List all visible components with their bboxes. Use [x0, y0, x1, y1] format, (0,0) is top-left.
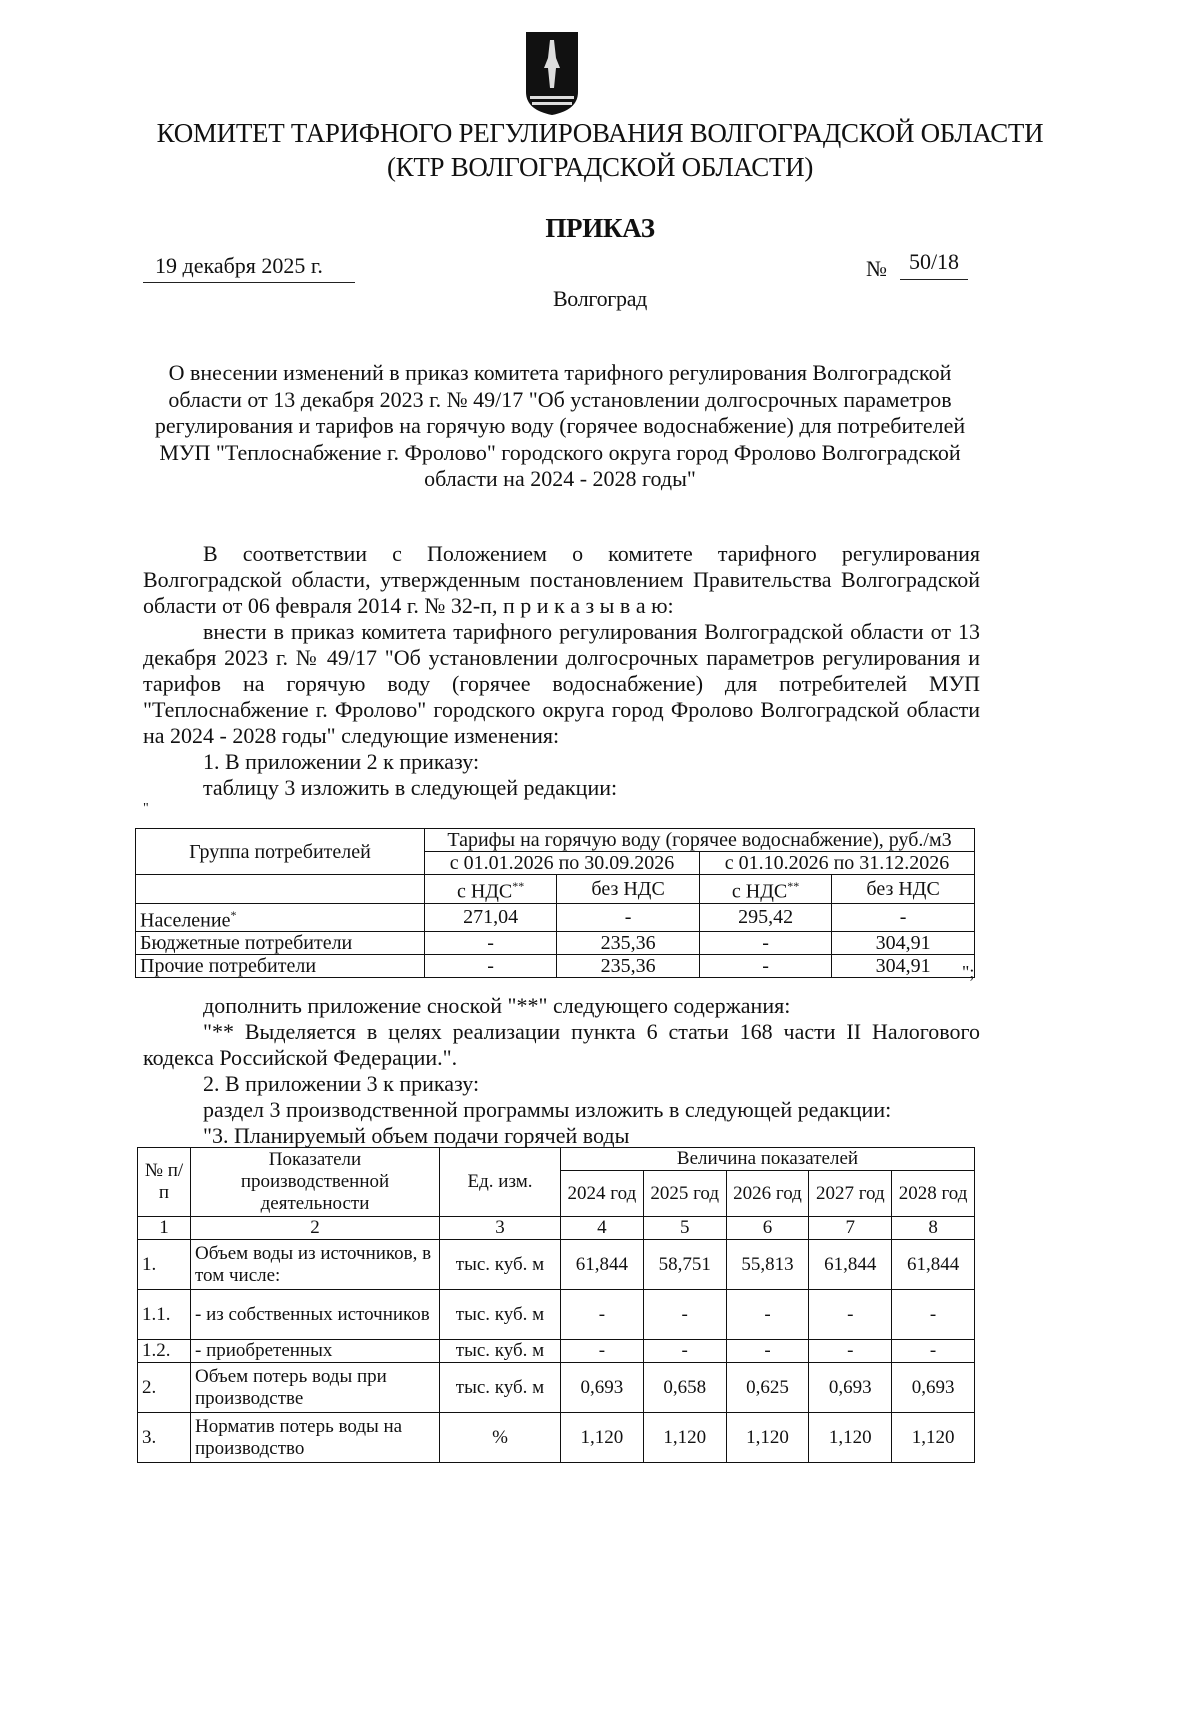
cell: - [809, 1290, 892, 1340]
column-number: 6 [726, 1217, 809, 1240]
item-1-instruction: таблицу 3 изложить в следующей редакции: [203, 775, 618, 800]
body-text [143, 541, 980, 817]
year-header: 2026 год [726, 1171, 809, 1217]
table-row [136, 955, 975, 978]
production-table [137, 1147, 975, 1463]
cell: - [832, 903, 975, 932]
group-header: Группа потребителей [136, 829, 425, 875]
order-number: 50/18 [900, 249, 968, 280]
cell: 55,813 [726, 1240, 809, 1290]
row-unit: тыс. куб. м [440, 1290, 561, 1340]
cell: 304,91 [832, 955, 975, 978]
column-number: 8 [892, 1217, 975, 1240]
year-header: 2025 год [643, 1171, 726, 1217]
row-unit: тыс. куб. м [440, 1363, 561, 1413]
header-values: Величина показателей [561, 1148, 975, 1171]
column-number: 4 [561, 1217, 644, 1240]
tariff-header: Тарифы на горячую воду (горячее водоснабжение), руб./м3 [425, 829, 975, 852]
table-row [138, 1413, 975, 1463]
preamble: В соответствии с Положением о комитете тарифного регулирования Волгоградской области, утвержденным постановлением Правительства Волгоградской области от 06 февраля 2014 г. № 32-п, п р и к а з ы в а ю: [143, 541, 980, 618]
sub-header: с НДС [456, 880, 513, 903]
cell: 1,120 [809, 1413, 892, 1463]
cell: - [561, 1340, 644, 1363]
organization-name: КОМИТЕТ ТАРИФНОГО РЕГУЛИРОВАНИЯ ВОЛГОГРАДСКОЙ ОБЛАСТИ [156, 118, 1044, 148]
item-2-instruction: раздел 3 производственной программы изложить в следующей редакции: [203, 1097, 892, 1122]
cell: - [699, 955, 831, 978]
row-number: 3. [138, 1413, 191, 1463]
number-label: № [866, 256, 887, 281]
column-number: 7 [809, 1217, 892, 1240]
footnote-mark: ** [787, 879, 800, 893]
table-row [138, 1290, 975, 1340]
cell: 1,120 [726, 1413, 809, 1463]
header-indicator: Показатели производственной деятельности [191, 1148, 440, 1217]
cell: 0,658 [643, 1363, 726, 1413]
cell: - [643, 1290, 726, 1340]
order-date: 19 декабря 2025 г. [155, 253, 323, 278]
year-header: 2027 год [809, 1171, 892, 1217]
table-row [138, 1363, 975, 1413]
cell: 0,693 [892, 1363, 975, 1413]
row-number: 1.2. [138, 1340, 191, 1363]
cell: - [699, 932, 831, 955]
document-type: ПРИКАЗ [545, 213, 655, 243]
organization-abbreviation: (КТР ВОЛГОГРАДСКОЙ ОБЛАСТИ) [386, 152, 814, 182]
section-title: "3. Планируемый объем подачи горячей воды [203, 1123, 630, 1148]
row-number: 1. [138, 1240, 191, 1290]
table-row [136, 903, 975, 932]
column-number: 1 [138, 1217, 191, 1240]
cell: - [809, 1340, 892, 1363]
footnote-addition: дополнить приложение сноской "**" следующего содержания: [203, 993, 791, 1018]
cell: 0,693 [809, 1363, 892, 1413]
city: Волгоград [552, 286, 648, 311]
cell: - [892, 1290, 975, 1340]
period-1: с 01.01.2026 по 30.09.2026 [425, 852, 700, 875]
cell: - [726, 1290, 809, 1340]
sub-header: без НДС [832, 875, 975, 904]
row-indicator: - из собственных источников [191, 1290, 440, 1340]
cell: - [643, 1340, 726, 1363]
cell: - [425, 932, 557, 955]
header-num: № п/п [138, 1148, 191, 1217]
open-quote: " [143, 801, 149, 816]
cell: - [561, 1290, 644, 1340]
cell: 304,91 [832, 932, 975, 955]
year-header: 2028 год [892, 1171, 975, 1217]
cell: 235,36 [557, 955, 700, 978]
cell: - [726, 1340, 809, 1363]
row-name: Население [140, 909, 231, 932]
close-quote: "; [962, 962, 975, 982]
cell: 0,693 [561, 1363, 644, 1413]
cell: 295,42 [699, 903, 831, 932]
cell: - [892, 1340, 975, 1363]
sub-header: без НДС [557, 875, 700, 904]
row-number: 1.1. [138, 1290, 191, 1340]
cell: 235,36 [557, 932, 700, 955]
table-row [138, 1340, 975, 1363]
header-unit: Ед. изм. [440, 1148, 561, 1217]
cell: 58,751 [643, 1240, 726, 1290]
row-unit: % [440, 1413, 561, 1463]
cell: 0,625 [726, 1363, 809, 1413]
cell: - [557, 903, 700, 932]
table-row [136, 932, 975, 955]
row-indicator: Норматив потерь воды на производство [191, 1413, 440, 1463]
row-name: Прочие потребители [136, 955, 425, 978]
cell: 1,120 [561, 1413, 644, 1463]
period-2: с 01.10.2026 по 31.12.2026 [699, 852, 974, 875]
footnote-mark: * [230, 907, 237, 922]
row-unit: тыс. куб. м [440, 1340, 561, 1363]
row-indicator: - приобретенных [191, 1340, 440, 1363]
cell: 1,120 [643, 1413, 726, 1463]
footnote-text: "** Выделяется в целях реализации пункта 6 статьи 168 части II Налогового кодекса Российской Федерации.". [143, 1019, 980, 1070]
row-name: Бюджетные потребители [136, 932, 425, 955]
column-number: 2 [191, 1217, 440, 1240]
row-indicator: Объем воды из источников, в том числе: [191, 1240, 440, 1290]
tariff-table [135, 828, 975, 978]
column-number: 5 [643, 1217, 726, 1240]
cell: 61,844 [561, 1240, 644, 1290]
cell: - [425, 955, 557, 978]
row-unit: тыс. куб. м [440, 1240, 561, 1290]
item-2: 2. В приложении 3 к приказу: [203, 1071, 480, 1096]
column-number: 3 [440, 1217, 561, 1240]
cell: 61,844 [809, 1240, 892, 1290]
cell: 271,04 [425, 903, 557, 932]
body-text-2 [143, 993, 980, 1149]
order-subject: О внесении изменений в приказ комитета тарифного регулирования Волгоградской области от 13 декабря 2023 г. № 49/17 "Об установлении долгосрочных параметров регулирования и тарифов на горячую воду (горячее водоснабжение) для потребителей МУП "Теплоснабжение г. Фролово" городского округа город Фролово Волгоградской области на 2024 - 2028 годы" [154, 360, 966, 491]
row-indicator: Объем потерь воды при производстве [191, 1363, 440, 1413]
row-number: 2. [138, 1363, 191, 1413]
volgograd-coat-of-arms-emblem [524, 30, 580, 116]
date-underline [143, 282, 355, 283]
item-1: 1. В приложении 2 к приказу: [203, 749, 480, 774]
table-row [138, 1240, 975, 1290]
year-header: 2024 год [561, 1171, 644, 1217]
sub-header: с НДС [731, 880, 788, 903]
cell: 61,844 [892, 1240, 975, 1290]
footnote-mark: ** [512, 879, 525, 893]
cell: 1,120 [892, 1413, 975, 1463]
directive: внести в приказ комитета тарифного регулирования Волгоградской области от 13 декабря 2023 г. № 49/17 "Об установлении долгосрочных параметров регулирования и тарифов на горячую воду (горячее водоснабжение) для потребителей МУП "Теплоснабжение г. Фролово" городского округа город Фролово Волгоградской области на 2024 - 2028 годы" следующие изменения: [143, 619, 980, 748]
